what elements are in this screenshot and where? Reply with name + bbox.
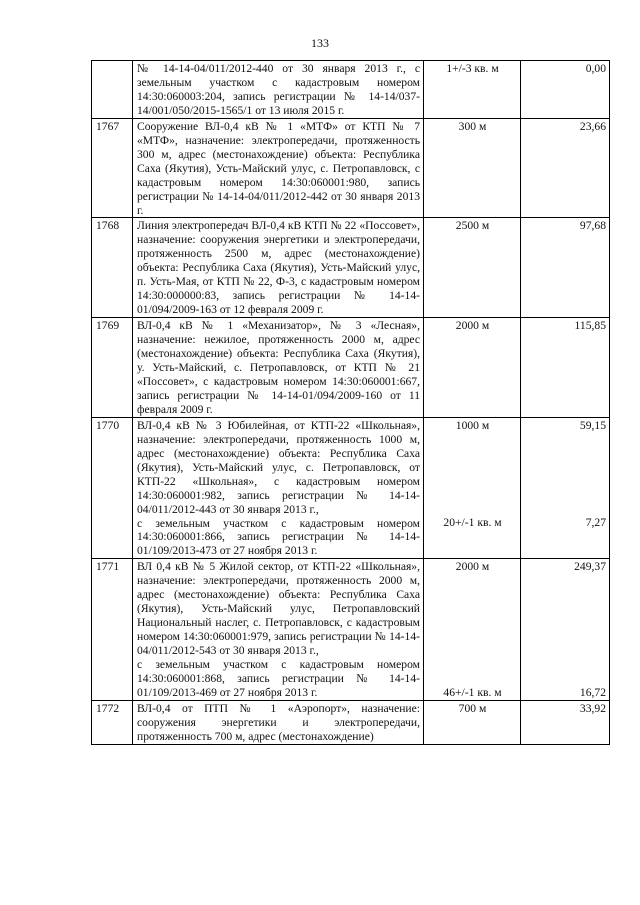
row-number: 1767 — [92, 118, 133, 218]
table-row — [92, 417, 610, 559]
property-quantity — [424, 559, 521, 701]
property-value: 0,00 — [521, 61, 610, 119]
structure-value: 59,15 — [579, 418, 606, 432]
table-row — [92, 559, 610, 701]
table-row — [92, 118, 610, 218]
property-quantity: 2000 м — [424, 318, 521, 418]
spacer — [428, 574, 517, 686]
table-row — [92, 218, 610, 318]
row-number: 1771 — [92, 559, 133, 701]
structure-description: ВЛ 0,4 кВ № 5 Жилой сектор, от КТП-22 «Школьная», назначение: электропередачи, протяженность 2000 м, адрес (местонахождение) объекта: Республика Саха (Якутия), Усть-Майский улус, Петропавловский Национальный наслег, с. Петропавловск, с кадастровым номером 14:30:060001:979, запись регистрации № 14-14-04/011/2012-543 от 30 января 2013 г., — [137, 560, 420, 658]
property-value — [521, 417, 610, 559]
land-plot-description: с земельным участком с кадастровым номером 14:30:060001:866, запись регистрации № 14-14-01/109/2013-473 от 27 ноября 2013 г. — [137, 516, 420, 558]
page-number: 133 — [311, 36, 329, 50]
property-registry-table — [91, 60, 610, 745]
structure-length: 2000 м — [455, 560, 490, 574]
row-number: 1769 — [92, 318, 133, 418]
table-row — [92, 700, 610, 744]
row-number: 1772 — [92, 700, 133, 744]
structure-value: 249,37 — [574, 560, 606, 574]
property-description: ВЛ-0,4 от ПТП № 1 «Аэропорт», назначение: сооружения энергетики и электропередачи, протяженность 700 м, адрес (местонахождение) — [133, 700, 424, 744]
property-value — [521, 559, 610, 701]
structure-length: 1000 м — [455, 418, 490, 432]
spacer — [428, 433, 517, 517]
row-number: 1768 — [92, 218, 133, 318]
land-plot-value: 16,72 — [579, 685, 606, 699]
property-description — [133, 559, 424, 701]
table-row — [92, 318, 610, 418]
property-description: № 14-14-04/011/2012-440 от 30 января 2013 г., с земельным участком с кадастровым номером 14:30:060003:204, запись регистрации № 14-14/037-14/001/050/2015-1565/1 от 13 июля 2015 г. — [133, 61, 424, 119]
land-plot-area: 20+/-1 кв. м — [443, 516, 502, 530]
property-description: Сооружение ВЛ-0,4 кВ № 1 «МТФ» от КТП № 7 «МТФ», назначение: электропередачи, протяженность 300 м, адрес (местонахождение) объекта: Республика Саха (Якутия), Усть-Майский улус, с. Петропавловск, с кадастровым номером 14:30:060001:980, запись регистрации № 14-14-04/011/2012-442 от 30 января 2013 г. — [133, 118, 424, 218]
property-description: Линия электропередач ВЛ-0,4 кВ КТП № 22 «Поссовет», назначение: сооружения энергетики и электропередачи, протяженность 2500 м, адрес (местонахождение) объекта: Республика Саха (Якутия), Усть-Майский улус, п. Усть-Мая, от КТП № 22, Ф-3, с кадастровым номером 14:30:000000:83, запись регистрации № 14-14-01/094/2009-163 от 12 февраля 2009 г. — [133, 218, 424, 318]
property-quantity — [424, 417, 521, 559]
structure-description: ВЛ-0,4 кВ № 3 Юбилейная, от КТП-22 «Школьная», назначение: электропередачи, протяженность 1000 м, адрес (местонахождение) объекта: Республика Саха (Якутия), Усть-Майский улус, с. Петропавловск, от КТП-22 «Школьная», с кадастровым номером 14:30:060001:982, запись регистрации № 14-14-04/011/2012-443 от 30 января 2013 г., — [137, 418, 420, 516]
land-plot-description: с земельным участком с кадастровым номером 14:30:060001:868, запись регистрации № 14-14-01/109/2013-469 от 27 ноября 2013 г. — [137, 658, 420, 699]
land-plot-area: 46+/-1 кв. м — [443, 685, 502, 699]
land-plot-value: 7,27 — [585, 516, 606, 530]
property-value: 115,85 — [521, 318, 610, 418]
property-value: 97,68 — [521, 218, 610, 318]
row-number: 1770 — [92, 417, 133, 559]
property-quantity: 2500 м — [424, 218, 521, 318]
property-value: 23,66 — [521, 118, 610, 218]
property-description: ВЛ-0,4 кВ № 1 «Механизатор», № 3 «Лесная», назначение: нежилое, протяженность 2000 м, адрес (местонахождение) объекта: Республика Саха (Якутия), у. Усть-Майский, с. Петропавловск, от КТП № 21 «Поссовет», с кадастровым номером 14:30:060001:667, запись регистрации № 14-14-01/094/2009-160 от 11 февраля 2009 г. — [133, 318, 424, 418]
spacer — [525, 433, 606, 517]
property-description — [133, 417, 424, 559]
property-quantity: 1+/-3 кв. м — [424, 61, 521, 119]
row-number — [92, 61, 133, 119]
property-value: 33,92 — [521, 700, 610, 744]
property-quantity: 300 м — [424, 118, 521, 218]
spacer — [525, 574, 606, 686]
table-row — [92, 61, 610, 119]
property-quantity: 700 м — [424, 700, 521, 744]
